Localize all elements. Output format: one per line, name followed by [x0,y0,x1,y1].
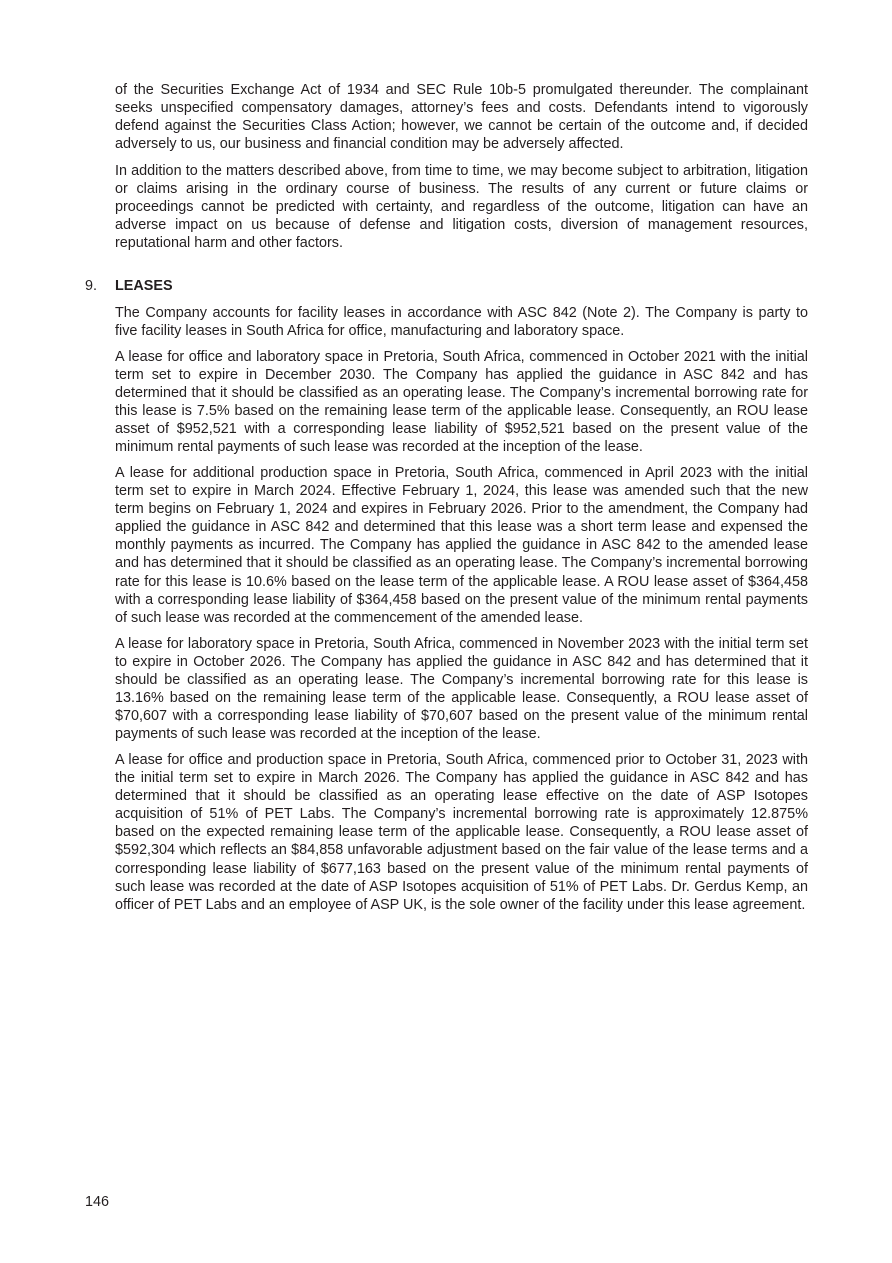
paragraph-lease-office-laboratory: A lease for office and laboratory space in Pretoria, South Africa, commenced in October 2021 with the initial term set to expire in December 2030. The Company has applied the guidance in ASC 842 and has determined that it should be classified as an operating lease. The Company’s incremental borrowing rate for this lease is 7.5% based on the remaining lease term of the applicable lease. Consequently, an ROU lease asset of $952,521 with a corresponding lease liability of $952,521 based on the present value of the minimum rental payments of such lease was recorded at the inception of the lease. [115,349,808,456]
section-title: LEASES [115,278,173,294]
paragraph-lease-office-production: A lease for office and production space in Pretoria, South Africa, commenced prior to October 31, 2023 with the initial term set to expire in March 2026. The Company has applied the guidance in ASC 842 and has determined that it should be classified as an operating lease effective on the date of ASP Isotopes acquisition of 51% of PET Labs. The Company’s incremental borrowing rate is approximately 12.875% based on the expected remaining lease term of the applicable lease. Consequently, a ROU lease asset of $592,304 which reflects an $84,858 unfavorable adjustment based on the fair value of the lease terms and a corresponding lease liability of $677,163 based on the present value of the minimum rental payments of such lease was recorded at the date of ASP Isotopes acquisition of 51% of PET Labs. Dr. Gerdus Kemp, an officer of PET Labs and an employee of ASP UK, is the sole owner of the facility under this lease agreement. [115,752,808,913]
paragraph-lease-laboratory: A lease for laboratory space in Pretoria, South Africa, commenced in November 2023 with the initial term set to expire in October 2026. The Company has applied the guidance in ASC 842 and has determined that it should be classified as an operating lease. The Company’s incremental borrowing rate for this lease is 13.16% based on the remaining lease term of the applicable lease. Consequently, a ROU lease asset of $70,607 with a corresponding lease liability of $70,607 based on the present value of the minimum rental payments of such lease was recorded at the inception of the lease. [115,636,808,743]
paragraph-securities-class-action: of the Securities Exchange Act of 1934 and SEC Rule 10b-5 promulgated thereunder. The complainant seeks unspecified compensatory damages, attorney’s fees and costs. Defendants intend to vigorously defend against the Securities Class Action; however, we cannot be certain of the outcome and, if decided adversely to us, our business and financial condition may be adversely affected. [115,82,808,153]
paragraph-lease-additional-production: A lease for additional production space in Pretoria, South Africa, commenced in April 2023 with the initial term set to expire in March 2024. Effective February 1, 2024, this lease was amended such that the new term begins on February 1, 2024 and expires in February 2026. Prior to the amendment, the Company had applied the guidance in ASC 842 and determined that this lease was a short term lease and expensed the monthly payments as incurred. The Company has applied the guidance in ASC 842 to the amended lease and has determined that it should be classified as an operating lease. The Company’s incremental borrowing rate for this lease is 10.6% based on the lease term of the applicable lease. A ROU lease asset of $364,458 with a corresponding lease liability of $364,458 based on the present value of the minimum rental payments of such lease was recorded at the commencement of the amended lease. [115,465,808,626]
paragraph-leases-intro: The Company accounts for facility leases in accordance with ASC 842 (Note 2). The Company is party to five facility leases in South Africa for office, manufacturing and laboratory space. [115,305,808,340]
section-number: 9. [85,278,98,294]
paragraph-other-litigation: In addition to the matters described above, from time to time, we may become subject to arbitration, litigation or claims arising in the ordinary course of business. The results of any current or future claims or proceedings cannot be predicted with certainty, and regardless of the outcome, litigation can have an adverse impact on us because of defense and litigation costs, diversion of management resources, reputational harm and other factors. [115,163,808,252]
page-number: 146 [85,1194,110,1210]
